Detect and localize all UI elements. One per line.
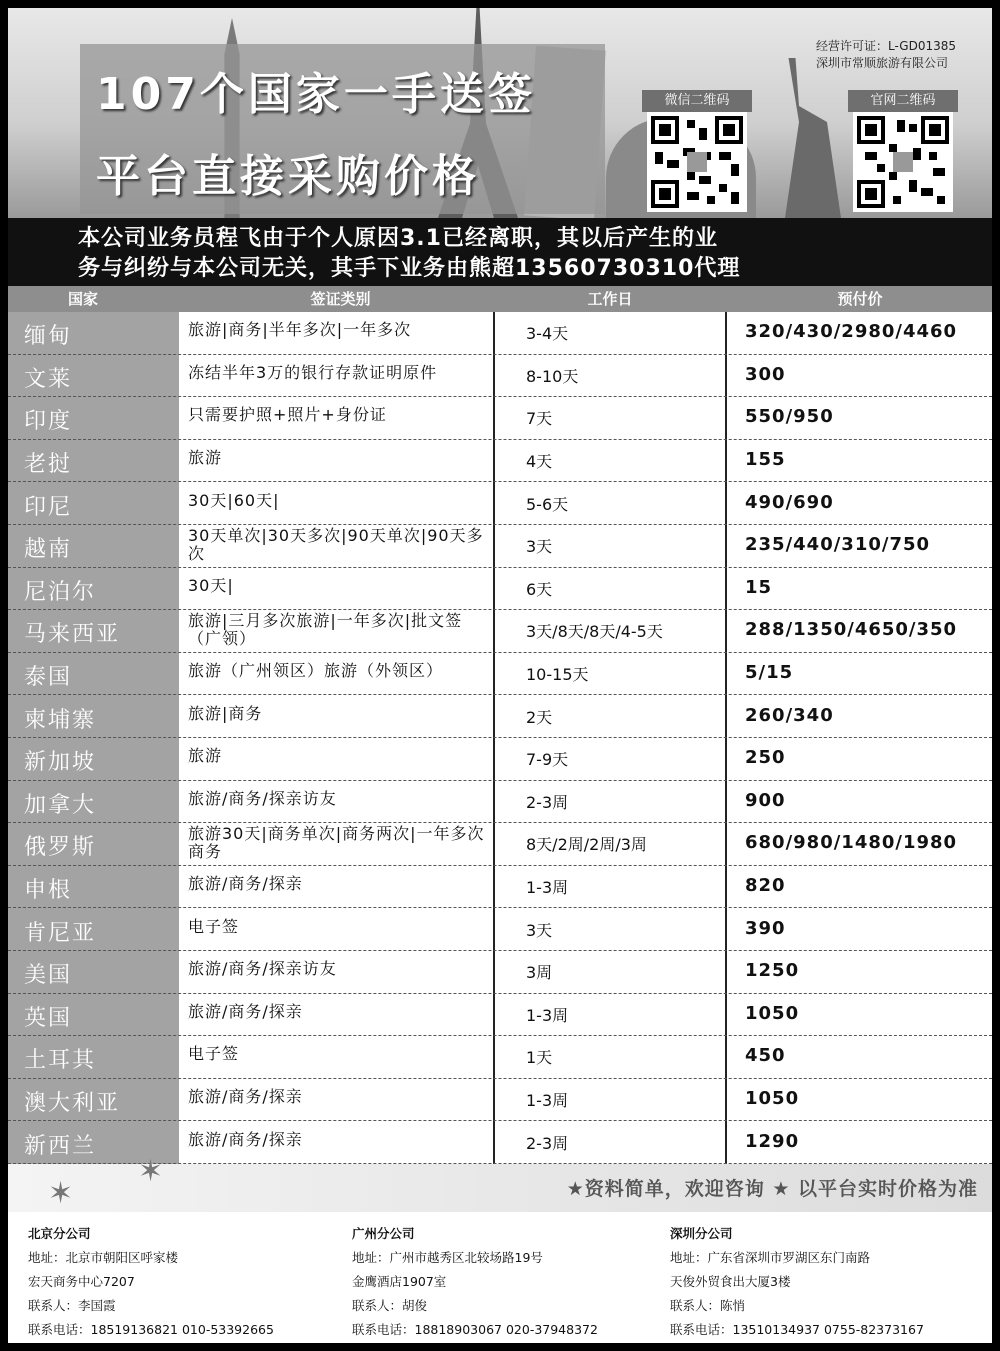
table-row xyxy=(8,440,992,483)
table-row xyxy=(8,355,992,398)
footer xyxy=(8,1154,992,1343)
table-row xyxy=(8,482,992,525)
prepaid-price: 1050 xyxy=(745,1002,800,1024)
branch-address-detail: 宏天商务中心7207 xyxy=(28,1274,135,1289)
prepaid-price: 250 xyxy=(745,747,786,769)
prepaid-price: 320/430/2980/4460 xyxy=(745,321,958,343)
visa-type: 旅游/商务/探亲 xyxy=(188,1129,303,1149)
visa-type: 旅游|商务 xyxy=(188,703,263,723)
prepaid-price: 490/690 xyxy=(745,491,834,513)
notice-line1: 本公司业务员程飞由于个人原因3.1已经离职，其以后产生的业 xyxy=(78,226,718,251)
working-days: 3-4天 xyxy=(526,324,569,344)
notice-line2: 务与纠纷与本公司无关，其手下业务由熊超13560730310代理 xyxy=(78,256,741,281)
working-days: 8-10天 xyxy=(526,366,579,386)
visa-type: 旅游/商务/探亲访友 xyxy=(188,788,337,808)
country-name: 印度 xyxy=(24,409,73,435)
qr-site-label: 官网二维码 xyxy=(848,90,958,112)
branch-phone[interactable]: 联系电话：18818903067 020-37948372 xyxy=(352,1322,598,1337)
branch-name: 深圳分公司 xyxy=(670,1226,733,1241)
qr-wechat-label: 微信二维码 xyxy=(642,90,752,112)
license-info xyxy=(816,38,956,72)
prepaid-price: 155 xyxy=(745,449,786,471)
visa-type: 30天| xyxy=(188,575,234,595)
visa-type: 旅游 xyxy=(188,746,223,766)
working-days: 1天 xyxy=(526,1048,553,1068)
branch-phone[interactable]: 联系电话：13510134937 0755-82373167 xyxy=(670,1322,924,1337)
working-days: 7天 xyxy=(526,409,553,429)
country-name: 新西兰 xyxy=(24,1133,97,1159)
country-name: 俄罗斯 xyxy=(24,835,97,861)
branch-address-detail: 天俊外贸食出大厦3楼 xyxy=(670,1274,791,1289)
country-name: 英国 xyxy=(24,1005,73,1031)
country-name: 肯尼亚 xyxy=(24,920,97,946)
qr-wechat-code[interactable] xyxy=(647,112,747,212)
country-name: 加拿大 xyxy=(24,792,97,818)
prepaid-price: 5/15 xyxy=(745,662,794,684)
table-row xyxy=(8,951,992,994)
branch-address: 地址：广州市越秀区北较场路19号 xyxy=(352,1250,543,1265)
table-row xyxy=(8,781,992,824)
country-name: 美国 xyxy=(24,963,73,989)
header-prepaid-price: 预付价 xyxy=(837,290,883,308)
prepaid-price: 550/950 xyxy=(745,406,834,428)
country-name: 澳大利亚 xyxy=(24,1091,121,1117)
working-days: 4天 xyxy=(526,452,553,472)
starfish-icon: ✶ xyxy=(48,1176,74,1211)
table-row xyxy=(8,866,992,909)
working-days: 2-3周 xyxy=(526,1133,569,1153)
visa-type: 旅游/商务/探亲 xyxy=(188,1001,303,1021)
branch-guangzhou xyxy=(352,1222,598,1342)
working-days: 10-15天 xyxy=(526,665,589,685)
table-row xyxy=(8,823,992,866)
visa-type: 旅游|商务|半年多次|一年多次 xyxy=(188,320,412,340)
table-row xyxy=(8,312,992,355)
working-days: 1-3周 xyxy=(526,1005,569,1025)
working-days: 3天 xyxy=(526,920,553,940)
working-days: 2天 xyxy=(526,707,553,727)
country-name: 土耳其 xyxy=(24,1048,97,1074)
prepaid-price: 390 xyxy=(745,917,786,939)
country-name: 马来西亚 xyxy=(24,622,121,648)
company-name: 深圳市常顺旅游有限公司 xyxy=(816,56,949,70)
slogan-bar xyxy=(8,1154,992,1212)
working-days: 8天/2周/2周/3周 xyxy=(526,835,647,855)
table-row xyxy=(8,397,992,440)
price-flyer xyxy=(8,8,992,1343)
banner-title-line1: 107个国家一手送签 xyxy=(96,69,536,120)
branch-beijing xyxy=(28,1222,274,1342)
visa-type: 电子签 xyxy=(188,916,240,936)
prepaid-price: 1250 xyxy=(745,960,800,982)
header-visa-type: 签证类别 xyxy=(310,290,371,308)
country-name: 申根 xyxy=(24,878,73,904)
header-working-days: 工作日 xyxy=(587,290,633,308)
branch-name: 广州分公司 xyxy=(352,1226,415,1241)
prepaid-price: 450 xyxy=(745,1045,786,1067)
visa-type: 旅游（广州领区）旅游（外领区） xyxy=(188,661,444,681)
branch-address: 地址：北京市朝阳区呼家楼 xyxy=(28,1250,179,1265)
header-country: 国家 xyxy=(67,290,98,308)
table-row xyxy=(8,738,992,781)
table-row xyxy=(8,653,992,696)
branch-contact: 联系人：胡俊 xyxy=(352,1298,428,1313)
prepaid-price: 15 xyxy=(745,576,773,598)
table-row xyxy=(8,610,992,653)
table-row xyxy=(8,568,992,611)
banner xyxy=(8,8,992,218)
footer-slogan: ★资料简单，欢迎咨询 ★ 以平台实时价格为准 xyxy=(566,1178,978,1200)
visa-type: 旅游|三月多次旅游|一年多次|批文签（广领） xyxy=(188,611,463,649)
working-days: 6天 xyxy=(526,579,553,599)
working-days: 1-3周 xyxy=(526,1091,569,1111)
visa-type: 旅游 xyxy=(188,448,223,468)
prepaid-price: 288/1350/4650/350 xyxy=(745,619,958,641)
qr-site-code[interactable] xyxy=(853,112,953,212)
license-number: 经营许可证：L-GD01385 xyxy=(816,39,956,53)
country-name: 新加坡 xyxy=(24,750,97,776)
prepaid-price: 300 xyxy=(745,363,786,385)
branch-phone[interactable]: 联系电话：18519136821 010-53392665 xyxy=(28,1322,274,1337)
qr-code-icon xyxy=(651,116,743,208)
country-name: 越南 xyxy=(24,537,73,563)
prepaid-price: 260/340 xyxy=(745,704,834,726)
country-name: 泰国 xyxy=(24,665,73,691)
starfish-icon: ✶ xyxy=(138,1154,164,1189)
statue-of-liberty-silhouette xyxy=(778,58,848,218)
visa-type: 30天|60天| xyxy=(188,490,280,510)
table-row xyxy=(8,525,992,568)
prepaid-price: 680/980/1480/1980 xyxy=(745,832,958,854)
visa-type: 冻结半年3万的银行存款证明原件 xyxy=(188,362,438,382)
country-name: 印尼 xyxy=(24,494,73,520)
working-days: 2-3周 xyxy=(526,792,569,812)
working-days: 5-6天 xyxy=(526,494,569,514)
working-days: 3天/8天/8天/4-5天 xyxy=(526,622,663,642)
branch-shenzhen xyxy=(670,1222,924,1342)
table-row xyxy=(8,994,992,1037)
visa-type: 电子签 xyxy=(188,1044,240,1064)
visa-price-table xyxy=(8,312,992,1164)
prepaid-price: 900 xyxy=(745,789,786,811)
country-name: 老挝 xyxy=(24,452,73,478)
table-row xyxy=(8,695,992,738)
country-name: 柬埔寨 xyxy=(24,707,97,733)
working-days: 3周 xyxy=(526,963,553,983)
table-header xyxy=(8,286,992,312)
working-days: 1-3周 xyxy=(526,878,569,898)
working-days: 3天 xyxy=(526,537,553,557)
visa-type: 旅游/商务/探亲 xyxy=(188,1087,303,1107)
branch-name: 北京分公司 xyxy=(28,1226,91,1241)
visa-type: 只需要护照+照片+身份证 xyxy=(188,405,387,425)
banner-title-line2: 平台直接采购价格 xyxy=(96,151,480,202)
country-name: 文莱 xyxy=(24,366,73,392)
branch-address: 地址：广东省深圳市罗湖区东门南路 xyxy=(670,1250,871,1265)
branch-address-detail: 金鹰酒店1907室 xyxy=(352,1274,447,1289)
visa-type: 旅游/商务/探亲访友 xyxy=(188,959,337,979)
prepaid-price: 1050 xyxy=(745,1088,800,1110)
visa-type: 旅游/商务/探亲 xyxy=(188,874,303,894)
notice-banner xyxy=(8,218,992,286)
branch-contact: 联系人：李国霞 xyxy=(28,1298,116,1313)
table-row xyxy=(8,1079,992,1122)
table-row xyxy=(8,1036,992,1079)
visa-type: 旅游30天|商务单次|商务两次|一年多次商务 xyxy=(188,824,485,862)
prepaid-price: 235/440/310/750 xyxy=(745,534,931,556)
country-name: 缅甸 xyxy=(24,324,73,350)
qr-code-icon xyxy=(857,116,949,208)
prepaid-price: 820 xyxy=(745,875,786,897)
prepaid-price: 1290 xyxy=(745,1130,800,1152)
branch-contact: 联系人：陈悄 xyxy=(670,1298,746,1313)
working-days: 7-9天 xyxy=(526,750,569,770)
visa-type: 30天单次|30天多次|90天单次|90天多次 xyxy=(188,526,484,564)
table-row xyxy=(8,908,992,951)
country-name: 尼泊尔 xyxy=(24,579,97,605)
